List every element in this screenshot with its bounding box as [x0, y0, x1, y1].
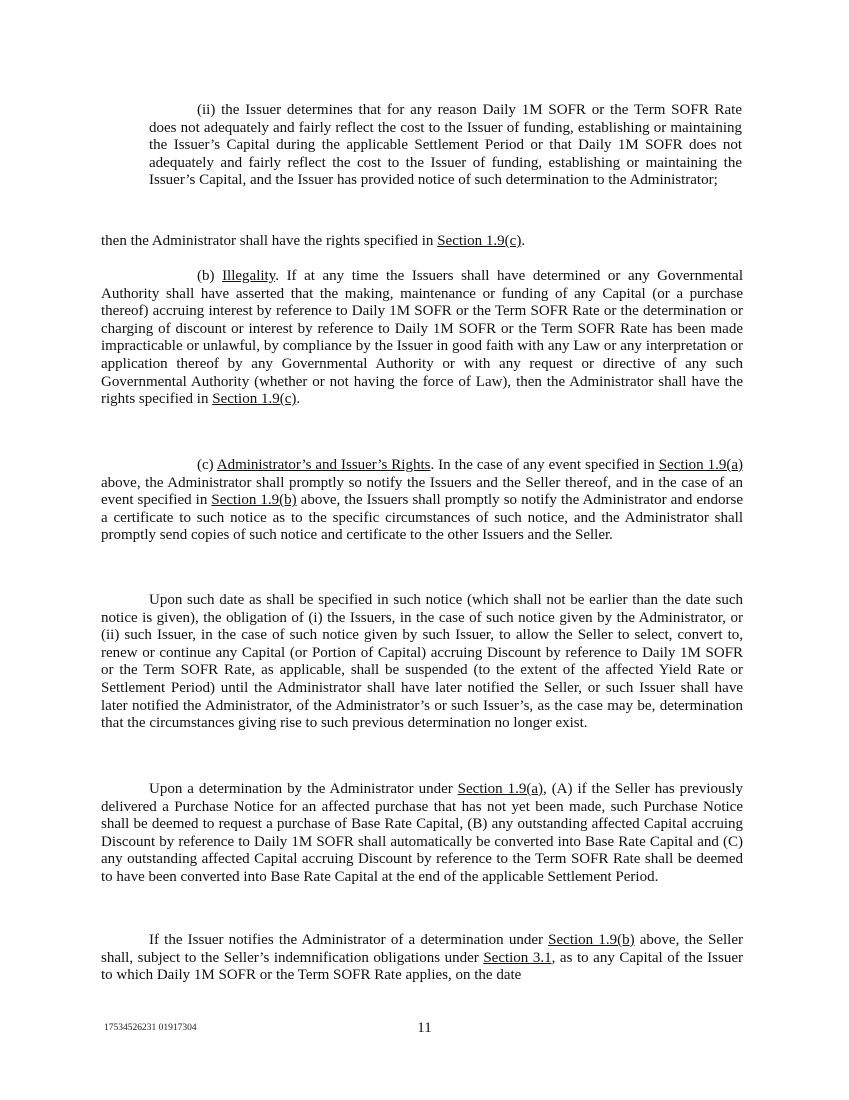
paragraph-c-rights: (c) Administrator’s and Issuer’s Rights. In the case of any event specified in Section 1.9(a) above, the Administrator shall promptly so notify the Issuers and the Seller thereof, and in the case of an event specified in Section 1.9(b) above, the Issuers shall promptly so notify the Administrator and endorse a certificate to such notice as to the specific circumstances of such notice, and the Administrator shall promptly send copies of such notice and certificate to the other Issuers and the Seller.	[101, 457, 744, 544]
section-ref-link: Section 1.9(a)	[658, 457, 744, 473]
section-ref-link: Section 1.9(c)	[212, 391, 297, 408]
paragraph-then: then the Administrator shall have the rights specified in Section 1.9(c).	[101, 233, 526, 249]
document-id: 17534526231 01917304	[104, 1023, 197, 1033]
section-ref-link: Section 1.9(b)	[211, 492, 297, 509]
paragraph-upon-such-date: Upon such date as shall be specified in such notice (which shall not be earlier than the date such notice is given), the obligation of (i) the Issuers, in the case of such notice given by the Administrator, or (ii) such Issuer, in the case of such notice given by such Issuer, to allow the Seller to select, convert to, renew or continue any Capital (or Portion of Capital) accruing Discount by reference to Daily 1M SOFR or the Term SOFR Rate, as applicable, shall be suspended (to the extent of the affected Yield Rate or Settlement Period) until the Administrator shall have later notified the Seller, or such Issuer shall have later notified the Administrator, of the Administrator’s or such Issuer’s, as the case may be, determination that the circumstances giving rise to such previous determination no longer exist.	[101, 592, 743, 732]
section-ref-link: Section 3.1	[483, 949, 552, 966]
paragraph-ii: (ii) the Issuer determines that for any reason Daily 1M SOFR or the Term SOFR Rate does not adequately and fairly reflect the cost to the Issuer of funding, establishing or maintaining the Issuer’s Capital during the applicable Settlement Period or that Daily 1M SOFR does not adequately and fairly reflect the cost to the Issuer of funding, establishing or maintaining the Issuer’s Capital, and the Issuer has provided notice of such determination to the Administrator;	[149, 102, 742, 189]
illegality-heading: Illegality	[222, 268, 276, 284]
rights-heading: Administrator’s and Issuer’s Rights	[216, 457, 431, 473]
paragraph-b-illegality: (b) Illegality. If at any time the Issuers shall have determined or any Governmental Authority shall have asserted that the making, maintenance or funding of any Capital (or a purchase thereof) accruing interest by reference to Daily 1M SOFR or the Term SOFR Rate or the determination or charging of discount or interest by reference to Daily 1M SOFR or the Term SOFR Rate has been made impracticable or unlawful, by compliance by the Issuer in good faith with any Law or any interpretation or application thereof by any Governmental Authority or with any request or directive of any such Governmental Authority (whether or not having the force of Law), then the Administrator shall have the rights specified in Section 1.9(c).	[101, 268, 743, 408]
paragraph-upon-determination: Upon a determination by the Administrator under Section 1.9(a), (A) if the Seller has previously delivered a Purchase Notice for an affected purchase that has not yet been made, such Purchase Notice shall be deemed to request a purchase of Base Rate Capital, (B) any outstanding affected Capital accruing Discount by reference to Daily 1M SOFR shall automatically be converted into Base Rate Capital and (C) any outstanding affected Capital accruing Discount by reference to the Term SOFR Rate shall be deemed to have been converted into Base Rate Capital at the end of the applicable Settlement Period.	[101, 781, 743, 885]
section-ref-link: Section 1.9(b)	[548, 932, 635, 948]
paragraph-if-issuer: If the Issuer notifies the Administrator of a determination under Section 1.9(b) above, the Seller shall, subject to the Seller’s indemnification obligations under Section 3.1, as to any Capital of the Issuer to which Daily 1M SOFR or the Term SOFR Rate applies, on the date	[101, 932, 744, 984]
section-ref-link: Section 1.9(c)	[437, 233, 522, 249]
page-number: 11	[417, 1020, 432, 1036]
section-ref-link: Section 1.9(a)	[457, 781, 543, 797]
